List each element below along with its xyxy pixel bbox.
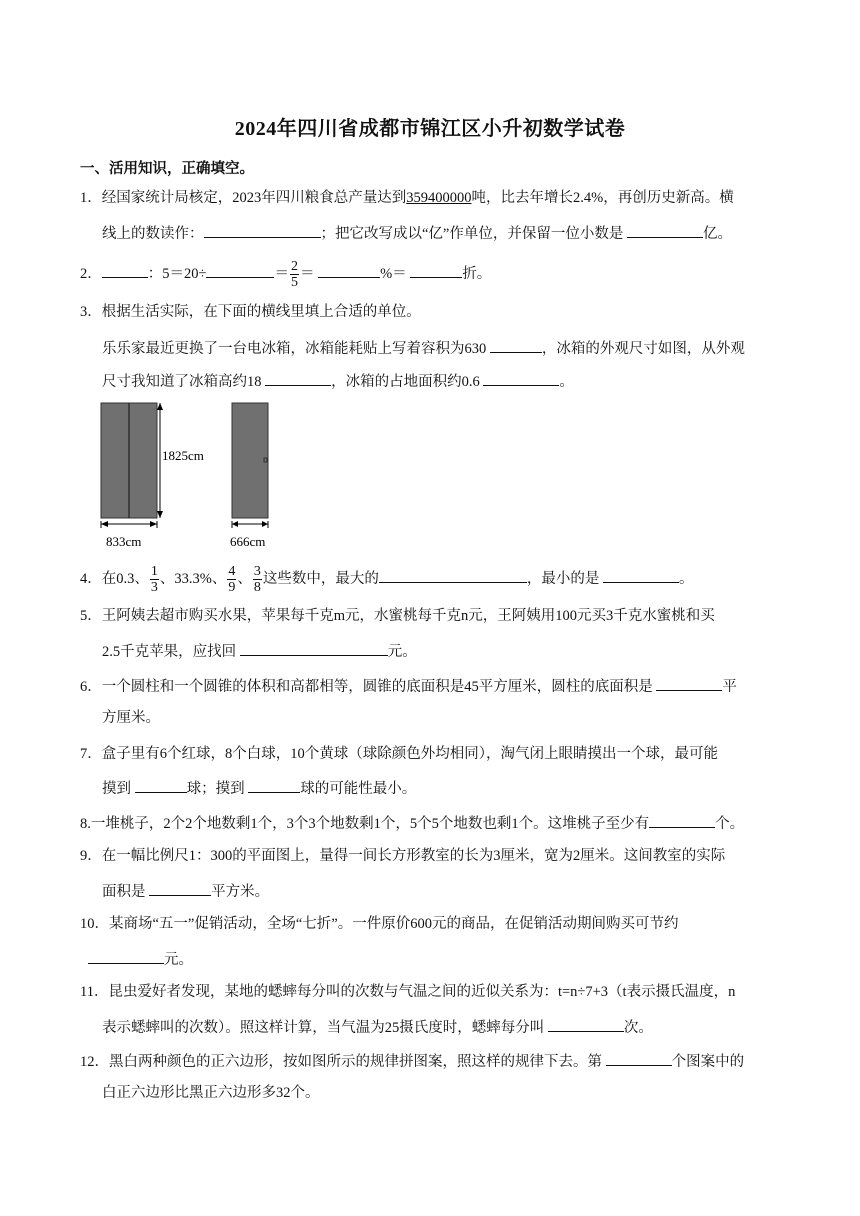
question-9-line-1: 9．在一幅比例尺1：300的平面图上，量得一间长方形教室的长为3厘米，宽为2厘米。这间教室的实际	[80, 848, 726, 864]
arrow-left-icon	[232, 521, 238, 527]
q9-text: 平方米。	[211, 884, 270, 900]
q3-text: ，冰箱的外观尺寸如图，从外观	[541, 341, 745, 357]
answer-blank[interactable]	[649, 812, 715, 828]
answer-blank[interactable]	[603, 567, 679, 583]
answer-blank[interactable]	[135, 777, 187, 793]
fridge-dimension-figure	[98, 400, 288, 550]
fraction: $\frac{3}{8}$	[253, 564, 261, 595]
question-12-line-2: 白正六边形比黑正六边形多32个。	[102, 1085, 320, 1101]
q1-text: ；把它改写成以“亿”作单位，并保留一位小数是	[320, 226, 624, 242]
answer-blank[interactable]	[102, 262, 148, 278]
question-9-line-2	[102, 880, 269, 902]
question-11-line-1: 11．昆虫爱好者发现，某地的蟋蟀每分叫的次数与气温之间的近似关系为：t=n÷7+3（t表示摄氏温度，n	[80, 984, 736, 1000]
answer-blank[interactable]	[379, 567, 527, 583]
depth-label: 666cm	[230, 534, 266, 549]
q8-text: 8.一堆桃子，2个2个地数剩1个，3个3个地数剩1个，5个5个地数也剩1个。这堆桃子至少有	[80, 816, 650, 832]
question-2	[80, 259, 491, 290]
arrow-up-icon	[157, 403, 163, 410]
q4-text: 4．在0.3、	[80, 570, 149, 587]
arrow-right-icon	[262, 521, 268, 527]
q1-text: 亿。	[703, 226, 732, 242]
answer-blank[interactable]	[627, 222, 703, 238]
question-6-line-1	[80, 675, 737, 697]
q2-text: ：5＝20÷	[147, 265, 207, 282]
q7-text: 球的可能性最小。	[300, 781, 417, 797]
q1-text: 1．经国家统计局核定，2023年四川粮食总产量达到	[80, 190, 407, 206]
question-4	[80, 564, 693, 595]
q6-text: 6．一个圆柱和一个圆锥的体积和高都相等，圆锥的底面积是45平方厘米，圆柱的底面积是	[80, 679, 653, 695]
question-3-line-2	[102, 337, 745, 359]
fridge-side-view	[232, 403, 268, 518]
width-label: 833cm	[106, 534, 142, 549]
question-10-line-1: 10．某商场“五一”促销活动，全场“七折”。一件原价600元的商品，在促销活动期间购买可节约	[80, 916, 679, 932]
q2-text: 2．	[80, 265, 102, 282]
answer-blank[interactable]	[410, 262, 462, 278]
q3-text: 乐乐家最近更换了一台电冰箱，冰箱能耗贴上写着容积为630	[102, 341, 487, 357]
q11-text: 表示蟋蟀叫的次数）。照这样计算，当气温为25摄氏度时，蟋蟀每分叫	[102, 1020, 545, 1036]
question-10-line-2	[88, 948, 193, 970]
section-heading: 一、活用知识，正确填空。	[80, 161, 254, 177]
q3-text: ，冰箱的占地面积约0.6	[331, 374, 480, 390]
question-5-line-1: 5．王阿姨去超市购买水果，苹果每千克m元，水蜜桃每千克n元，王阿姨用100元买3千克水蜜桃和买	[80, 608, 715, 624]
height-label: 1825cm	[162, 448, 204, 463]
q5-text: 2.5千克苹果，应找回	[102, 644, 237, 660]
q1-text: 吨，比去年增长2.4%，再创历史新高。横	[471, 190, 734, 206]
q2-text: ＝	[274, 265, 289, 282]
answer-blank[interactable]	[483, 370, 559, 386]
fraction: $\frac{4}{9}$	[228, 564, 236, 595]
question-3-line-1: 3．根据生活实际，在下面的横线里填上合适的单位。	[80, 304, 421, 320]
underlined-number: 359400000	[406, 190, 472, 206]
answer-blank[interactable]	[490, 337, 542, 353]
q7-text: 球；摸到	[186, 781, 245, 797]
answer-blank[interactable]	[548, 1016, 624, 1032]
arrow-down-icon	[157, 511, 163, 518]
arrow-left-icon	[101, 521, 108, 527]
q8-text: 个。	[715, 816, 745, 832]
q10-text: 元。	[164, 952, 193, 968]
q2-text: 折。	[462, 265, 492, 282]
question-12-line-1	[80, 1050, 744, 1072]
question-3-line-3	[102, 370, 574, 392]
question-5-line-2	[102, 640, 417, 662]
q2-text: %＝	[380, 265, 407, 282]
answer-blank[interactable]	[88, 948, 164, 964]
q2-text: ＝	[299, 265, 315, 282]
answer-blank[interactable]	[149, 880, 211, 896]
fraction: $\frac{1}{3}$	[150, 564, 158, 595]
q6-text: 平	[722, 679, 737, 695]
q4-text: ，最小的是	[526, 570, 600, 587]
q7-text: 摸到	[102, 781, 131, 797]
question-7-line-1: 7．盒子里有6个红球，8个白球，10个黄球（球除颜色外均相同），淘气闭上眼睛摸出一个球，最可能	[80, 746, 718, 762]
answer-blank[interactable]	[240, 640, 388, 656]
q1-text: 线上的数读作：	[102, 226, 204, 242]
q4-text: 这些数中，最大的	[262, 570, 379, 587]
question-6-line-2: 方厘米。	[102, 710, 160, 726]
question-1-line-1	[80, 188, 734, 208]
arrow-right-icon	[150, 521, 157, 527]
q11-text: 次。	[623, 1020, 653, 1036]
q12-text: 个图案中的	[671, 1054, 745, 1070]
q5-text: 元。	[387, 644, 417, 660]
q12-text: 12．黑白两种颜色的正六边形，按如图所示的规律拼图案，照这样的规律下去。第	[80, 1054, 602, 1070]
answer-blank[interactable]	[206, 262, 274, 278]
answer-blank[interactable]	[248, 777, 300, 793]
question-8	[80, 812, 744, 834]
question-1-line-2	[102, 222, 732, 244]
page-title: 2024年四川省成都市锦江区小升初数学试卷	[234, 118, 626, 140]
q4-text: 、33.3%、	[159, 570, 227, 587]
q3-text: 尺寸我知道了冰箱高约18	[102, 374, 262, 390]
question-11-line-2	[102, 1016, 653, 1038]
answer-blank[interactable]	[265, 370, 331, 386]
answer-blank[interactable]	[318, 262, 380, 278]
answer-blank[interactable]	[606, 1050, 672, 1066]
q9-text: 面积是	[102, 884, 146, 900]
answer-blank[interactable]	[656, 675, 722, 691]
fraction: $\frac{2}{5}$	[290, 259, 298, 290]
question-7-line-2	[102, 777, 416, 799]
q4-text: 、	[237, 570, 252, 587]
answer-blank[interactable]	[204, 222, 321, 238]
q3-text: 。	[559, 374, 574, 390]
q4-text: 。	[678, 570, 694, 587]
